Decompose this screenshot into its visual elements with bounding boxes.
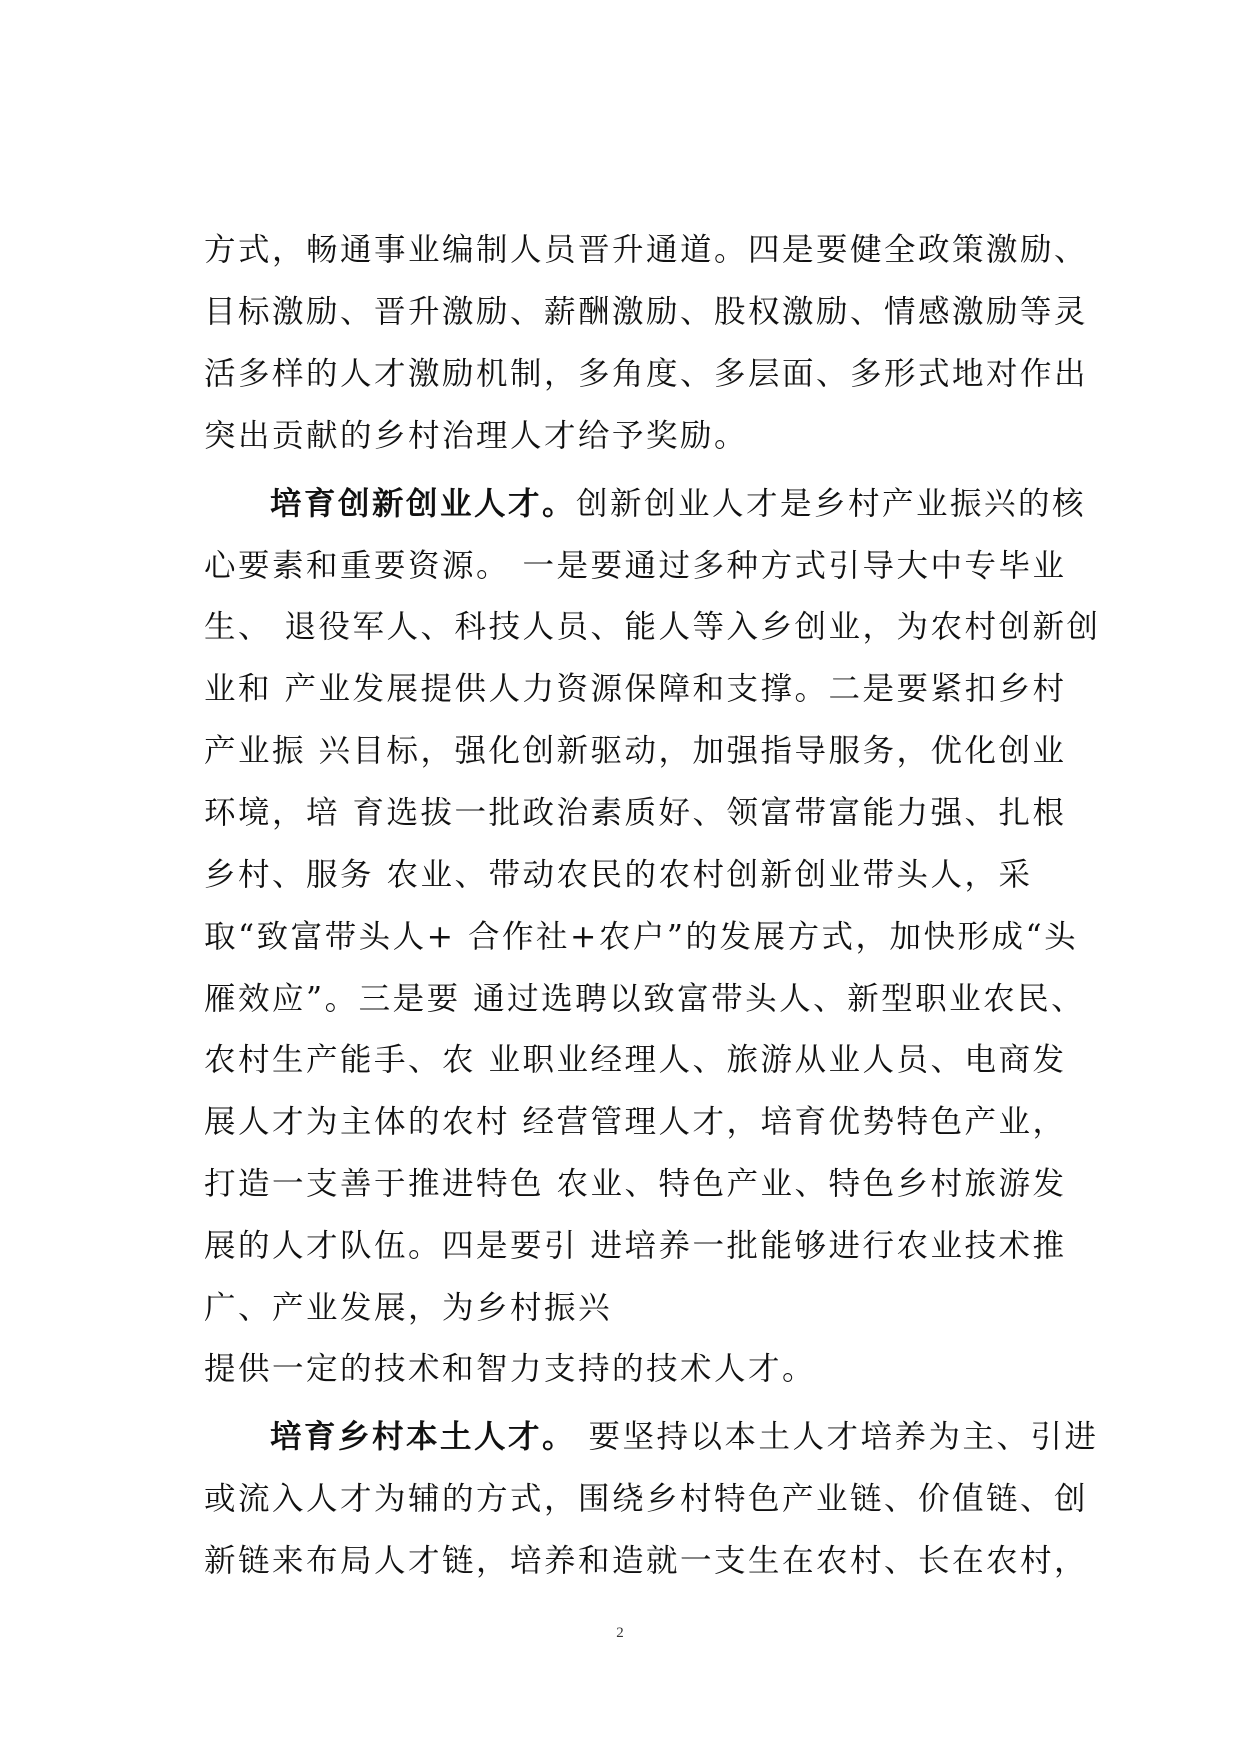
paragraph-2-first-line xyxy=(270,484,1086,524)
paragraph-2-line-5: 产业振 兴目标，强化创新驱动，加强指导服务，优化创业 xyxy=(204,733,1067,769)
paragraph-1-line-1: 方式，畅通事业编制人员晋升通道。四是要健全政策激励、 xyxy=(204,232,1089,268)
paragraph-2-line-9: 雁效应”。三是要 通过选聘以致富带头人、新型职业农民、 xyxy=(204,981,1086,1017)
paragraph-2-line-4: 业和 产业发展提供人力资源保障和支撑。二是要紧扣乡村 xyxy=(204,671,1067,707)
paragraph-2-line-15: 提供一定的技术和智力支持的技术人才。 xyxy=(204,1351,817,1387)
paragraph-2-line-11: 展人才为主体的农村 经营管理人才，培育优势特色产业， xyxy=(204,1104,1067,1140)
paragraph-3-first-line xyxy=(270,1417,1099,1457)
paragraph-2-line-3: 生、 退役军人、科技人员、能人等入乡创业，为农村创新创 xyxy=(204,609,1101,645)
paragraph-2-line-8: 取“致富带头人+ 合作社+农户”的发展方式，加快形成“头 xyxy=(204,919,1079,955)
paragraph-2-line-14: 广、产业发展，为乡村振兴 xyxy=(204,1290,613,1326)
paragraph-2-line-6: 环境，培 育选拔一批政治素质好、领富带富能力强、扎根 xyxy=(204,795,1067,831)
paragraph-2-line-12: 打造一支善于推进特色 农业、特色产业、特色乡村旅游发 xyxy=(204,1166,1067,1202)
paragraph-1-line-4: 突出贡献的乡村治理人才给予奖励。 xyxy=(204,418,749,454)
paragraph-2-line-2: 心要素和重要资源。 一是要通过多种方式引导大中专毕业 xyxy=(204,548,1067,584)
page-number: 2 xyxy=(616,1625,624,1641)
paragraph-2-line-10: 农村生产能手、农 业职业经理人、旅游从业人员、电商发 xyxy=(204,1042,1067,1078)
paragraph-2-heading: 培育创新创业人才。 xyxy=(270,485,577,522)
paragraph-1-line-3: 活多样的人才激励机制，多角度、多层面、多形式地对作出 xyxy=(204,356,1089,392)
paragraph-3-line-2: 或流入人才为辅的方式，围绕乡村特色产业链、价值链、创 xyxy=(204,1481,1089,1517)
paragraph-1-line-2: 目标激励、晋升激励、薪酬激励、股权激励、情感激励等灵 xyxy=(204,294,1089,330)
paragraph-2-first-line-text: 创新创业人才是乡村产业振兴的核 xyxy=(576,486,1087,522)
paragraph-2-line-13: 展的人才队伍。四是要引 进培养一批能够进行农业技术推 xyxy=(204,1228,1067,1264)
paragraph-2-line-7: 乡村、服务 农业、带动农民的农村创新创业带头人，采 xyxy=(204,857,1033,893)
paragraph-3-line-3: 新链来布局人才链，培养和造就一支生在农村、长在农村， xyxy=(204,1543,1089,1579)
paragraph-3-heading: 培育乡村本土人才。 xyxy=(270,1418,577,1455)
paragraph-3-first-line-text: 要坚持以本土人才培养为主、引进 xyxy=(576,1419,1099,1455)
